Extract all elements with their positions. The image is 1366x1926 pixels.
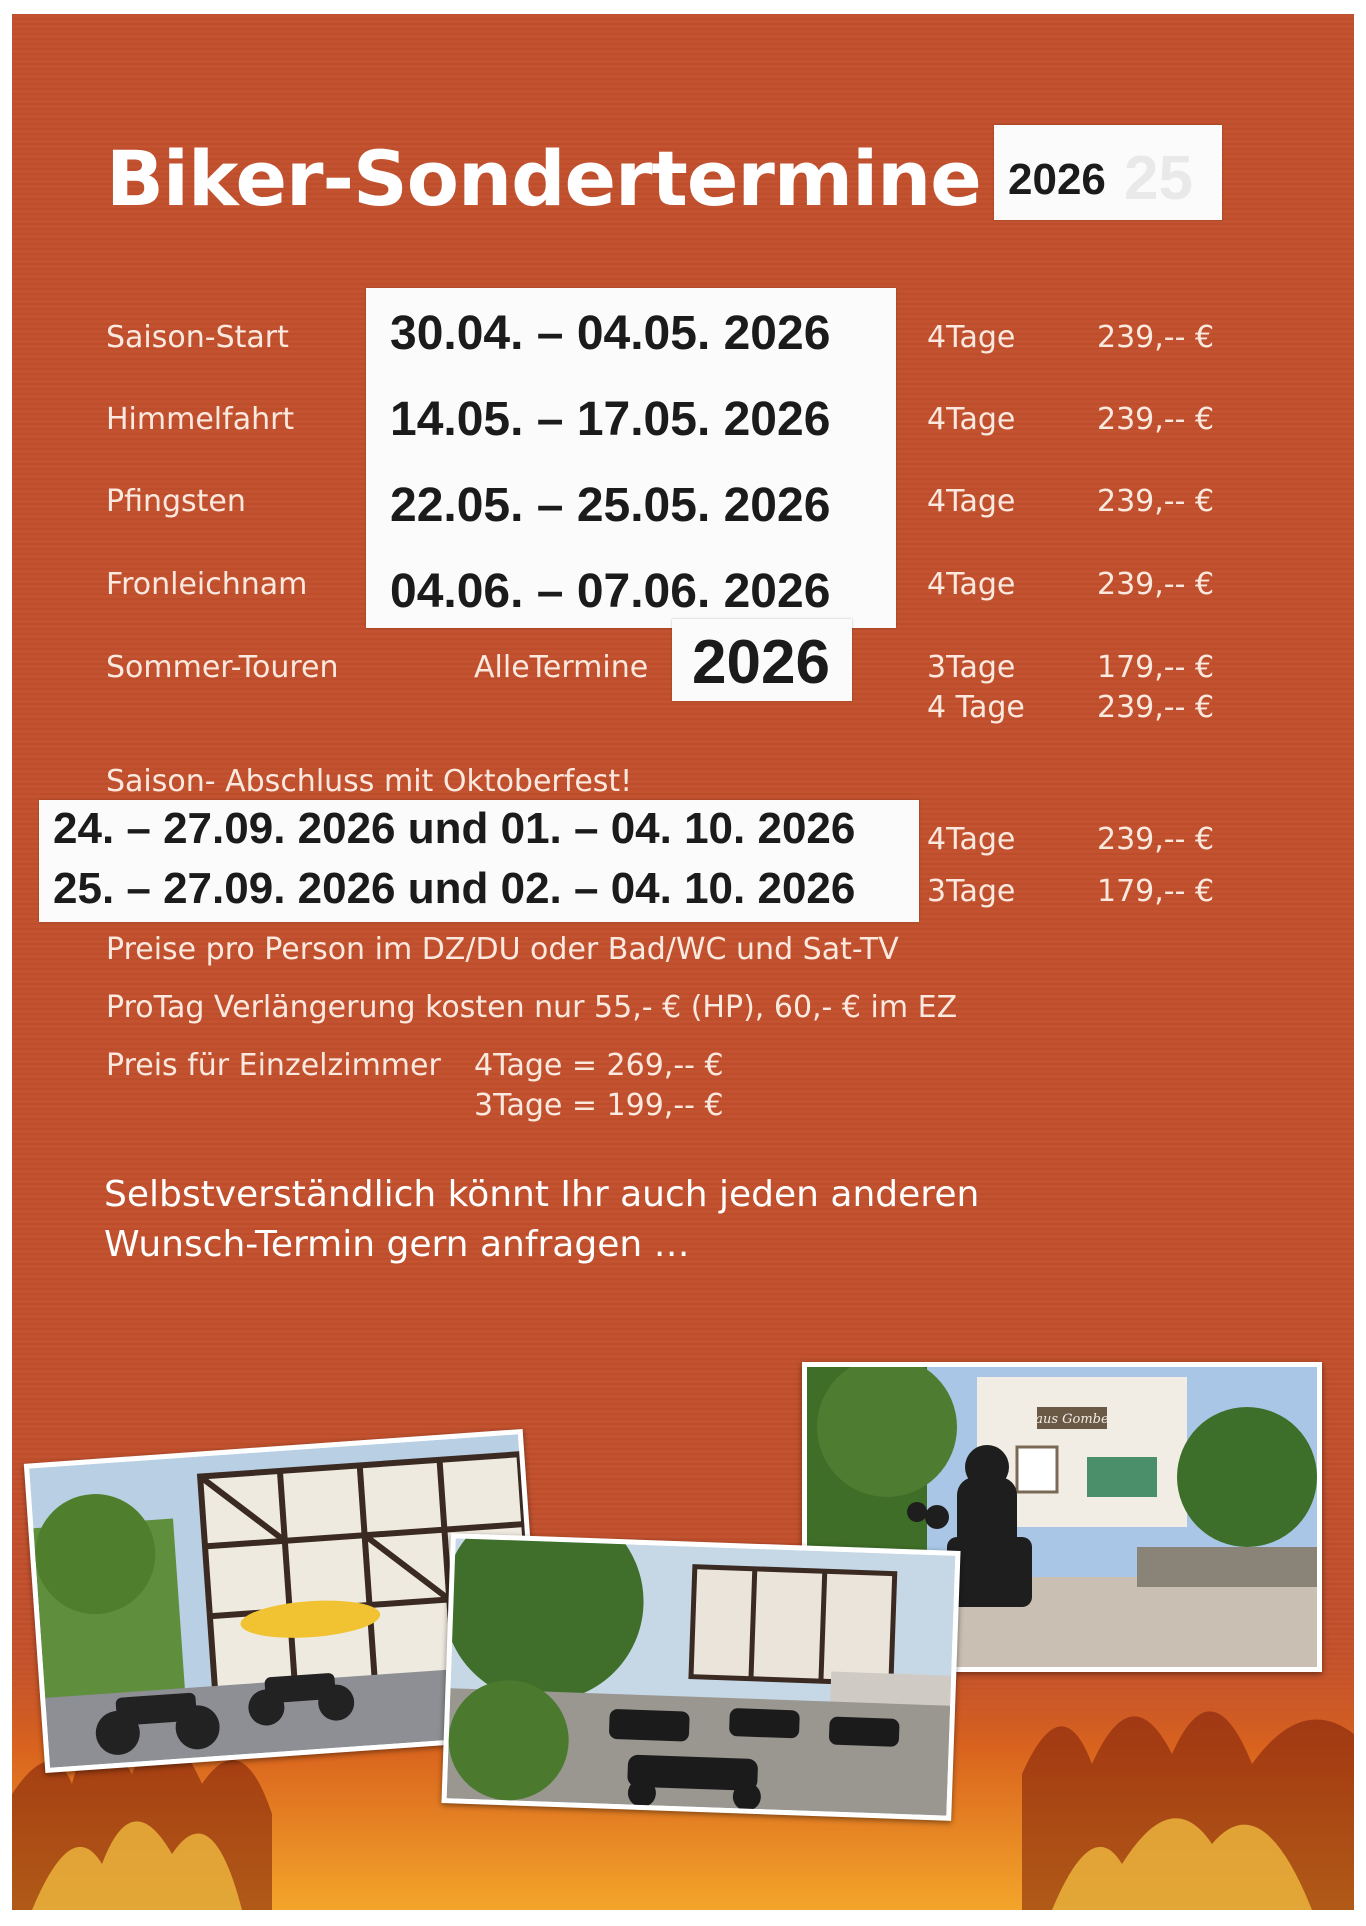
summer-year: 2026 [692,628,830,697]
covered-year-digits: 25 [1124,144,1193,213]
year-label-paste [994,125,1222,220]
event-dates: 04.06. – 07.06. 2026 [390,565,831,618]
oktoberfest-dates: 25. – 27.09. 2026 und 02. – 04. 10. 2026 [53,864,856,913]
event-name: Saison-Start [106,320,289,355]
oktoberfest-heading: Saison- Abschluss mit Oktoberfest! [106,764,633,799]
event-days: 4Tage [927,402,1016,437]
event-price: 239,-- € [1097,484,1215,519]
closing-text: Wunsch-Termin gern anfragen … [104,1224,690,1265]
price-note: Preise pro Person im DZ/DU oder Bad/WC und Sat-TV [106,932,899,967]
event-days: 4Tage [927,567,1016,602]
event-name: Fronleichnam [106,567,308,602]
event-days: 4Tage [927,484,1016,519]
single-room-price: 4Tage = 269,-- € [474,1048,724,1083]
flyer-page [12,14,1354,1910]
single-room-price: 3Tage = 199,-- € [474,1088,724,1123]
event-dates: 14.05. – 17.05. 2026 [390,393,831,446]
event-name: Pfingsten [106,484,246,519]
dates-paste [366,288,896,628]
event-name: Himmelfahrt [106,402,295,437]
closing-text: Selbstverständlich könnt Ihr auch jeden anderen [104,1174,980,1215]
oktoberfest-price: 239,-- € [1097,822,1215,857]
event-dates: 30.04. – 04.05. 2026 [390,307,831,360]
event-dates: 22.05. – 25.05. 2026 [390,479,831,532]
summer-price: 179,-- € [1097,650,1215,685]
summer-year-paste [672,619,852,701]
event-price: 239,-- € [1097,402,1215,437]
summer-price: 239,-- € [1097,690,1215,725]
event-price: 239,-- € [1097,567,1215,602]
oktoberfest-days: 4Tage [927,822,1016,857]
event-days: 4Tage [927,320,1016,355]
single-room-label: Preis für Einzelzimmer [106,1048,441,1083]
oktoberfest-price: 179,-- € [1097,874,1215,909]
oktoberfest-dates-paste [39,800,919,922]
all-dates-label: AlleTermine [474,650,649,685]
summer-tours-label: Sommer-Touren [106,650,339,685]
oktoberfest-dates: 24. – 27.09. 2026 und 01. – 04. 10. 2026 [53,804,856,853]
hotel-sign: Haus Gombert [1023,1412,1121,1427]
event-price: 239,-- € [1097,320,1215,355]
extension-note: ProTag Verlängerung kosten nur 55,- € (HP), 60,- € im EZ [106,990,958,1025]
oktoberfest-days: 3Tage [927,874,1016,909]
photo-parked-motorcycles [441,1533,960,1821]
summer-days: 4 Tage [927,690,1025,725]
summer-days: 3Tage [927,650,1016,685]
page-title: Biker-Sondertermine [106,134,981,223]
year-label: 2026 [1008,155,1106,204]
